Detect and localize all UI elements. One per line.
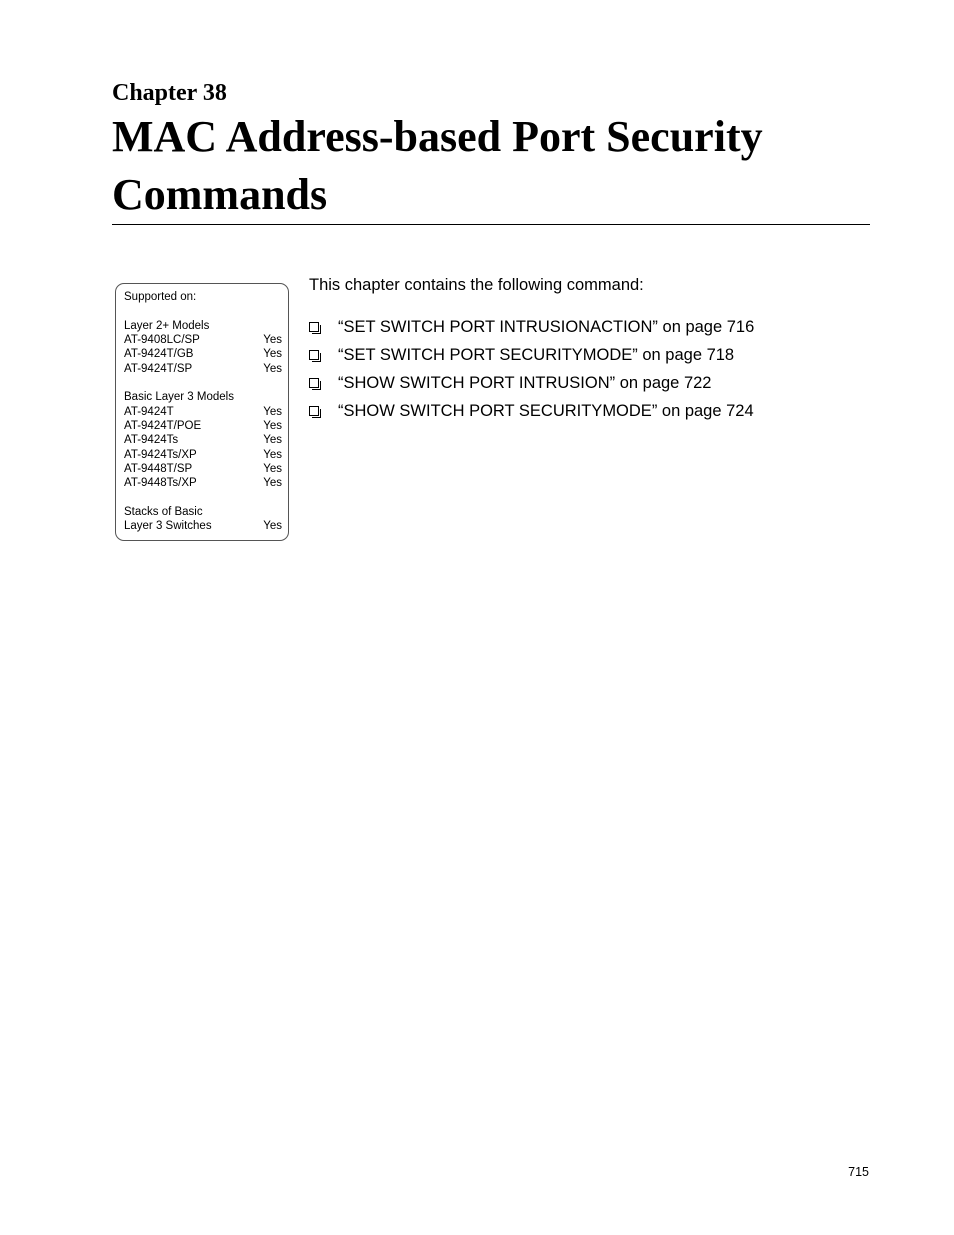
intro-text: This chapter contains the following command: xyxy=(309,276,644,294)
chapter-label: Chapter 38 xyxy=(112,80,227,106)
model-row xyxy=(124,448,282,462)
command-link[interactable]: “SHOW SWITCH PORT SECURITYMODE” on page 724 xyxy=(338,401,754,420)
group-heading: Layer 2+ Models xyxy=(124,319,210,332)
checkbox-bullet-icon xyxy=(309,322,319,332)
checkbox-bullet-icon xyxy=(309,378,319,388)
model-name: AT-9424Ts xyxy=(124,434,179,447)
model-row xyxy=(124,347,282,361)
support-value: Yes xyxy=(263,405,282,418)
model-name: AT-9424T/SP xyxy=(124,362,193,375)
command-link[interactable]: “SHOW SWITCH PORT INTRUSION” on page 722 xyxy=(338,373,712,392)
stacks-row-label: Stacks of Basic xyxy=(124,506,203,519)
model-name: AT-9448T/SP xyxy=(124,462,193,475)
model-row xyxy=(124,476,282,490)
title-divider xyxy=(112,224,870,225)
support-value: Yes xyxy=(263,448,282,461)
group-heading: Basic Layer 3 Models xyxy=(124,391,234,404)
support-value: Yes xyxy=(263,334,282,347)
model-name: Layer 3 Switches xyxy=(124,520,212,533)
command-link[interactable]: “SET SWITCH PORT SECURITYMODE” on page 718 xyxy=(338,345,735,364)
support-value: Yes xyxy=(263,520,282,533)
model-row xyxy=(124,433,282,447)
support-value: Yes xyxy=(263,420,282,433)
stacks-row xyxy=(124,519,282,533)
support-value: Yes xyxy=(263,462,282,475)
support-value: Yes xyxy=(263,477,282,490)
list-item xyxy=(309,397,754,425)
model-name: AT-9424T xyxy=(124,405,174,418)
page-number: 715 xyxy=(848,1165,869,1179)
supported-on-box xyxy=(115,283,289,541)
model-row xyxy=(124,462,282,476)
model-name: AT-9424Ts/XP xyxy=(124,448,197,461)
model-row xyxy=(124,362,282,376)
list-item xyxy=(309,369,754,397)
model-row xyxy=(124,419,282,433)
model-name: AT-9408LC/SP xyxy=(124,334,200,347)
model-row xyxy=(124,333,282,347)
model-name: AT-9448Ts/XP xyxy=(124,477,197,490)
chapter-title: MAC Address-based Port Security Commands xyxy=(112,112,763,219)
list-item xyxy=(309,313,754,341)
support-value: Yes xyxy=(263,348,282,361)
support-value: Yes xyxy=(263,362,282,375)
list-item xyxy=(309,341,754,369)
model-name: AT-9424T/POE xyxy=(124,420,202,433)
support-value: Yes xyxy=(263,434,282,447)
model-name: AT-9424T/GB xyxy=(124,348,194,361)
checkbox-bullet-icon xyxy=(309,406,319,416)
supported-on-heading: Supported on: xyxy=(124,291,197,303)
model-row xyxy=(124,405,282,419)
command-list xyxy=(309,313,754,425)
checkbox-bullet-icon xyxy=(309,350,319,360)
command-link[interactable]: “SET SWITCH PORT INTRUSIONACTION” on page 716 xyxy=(338,317,755,336)
